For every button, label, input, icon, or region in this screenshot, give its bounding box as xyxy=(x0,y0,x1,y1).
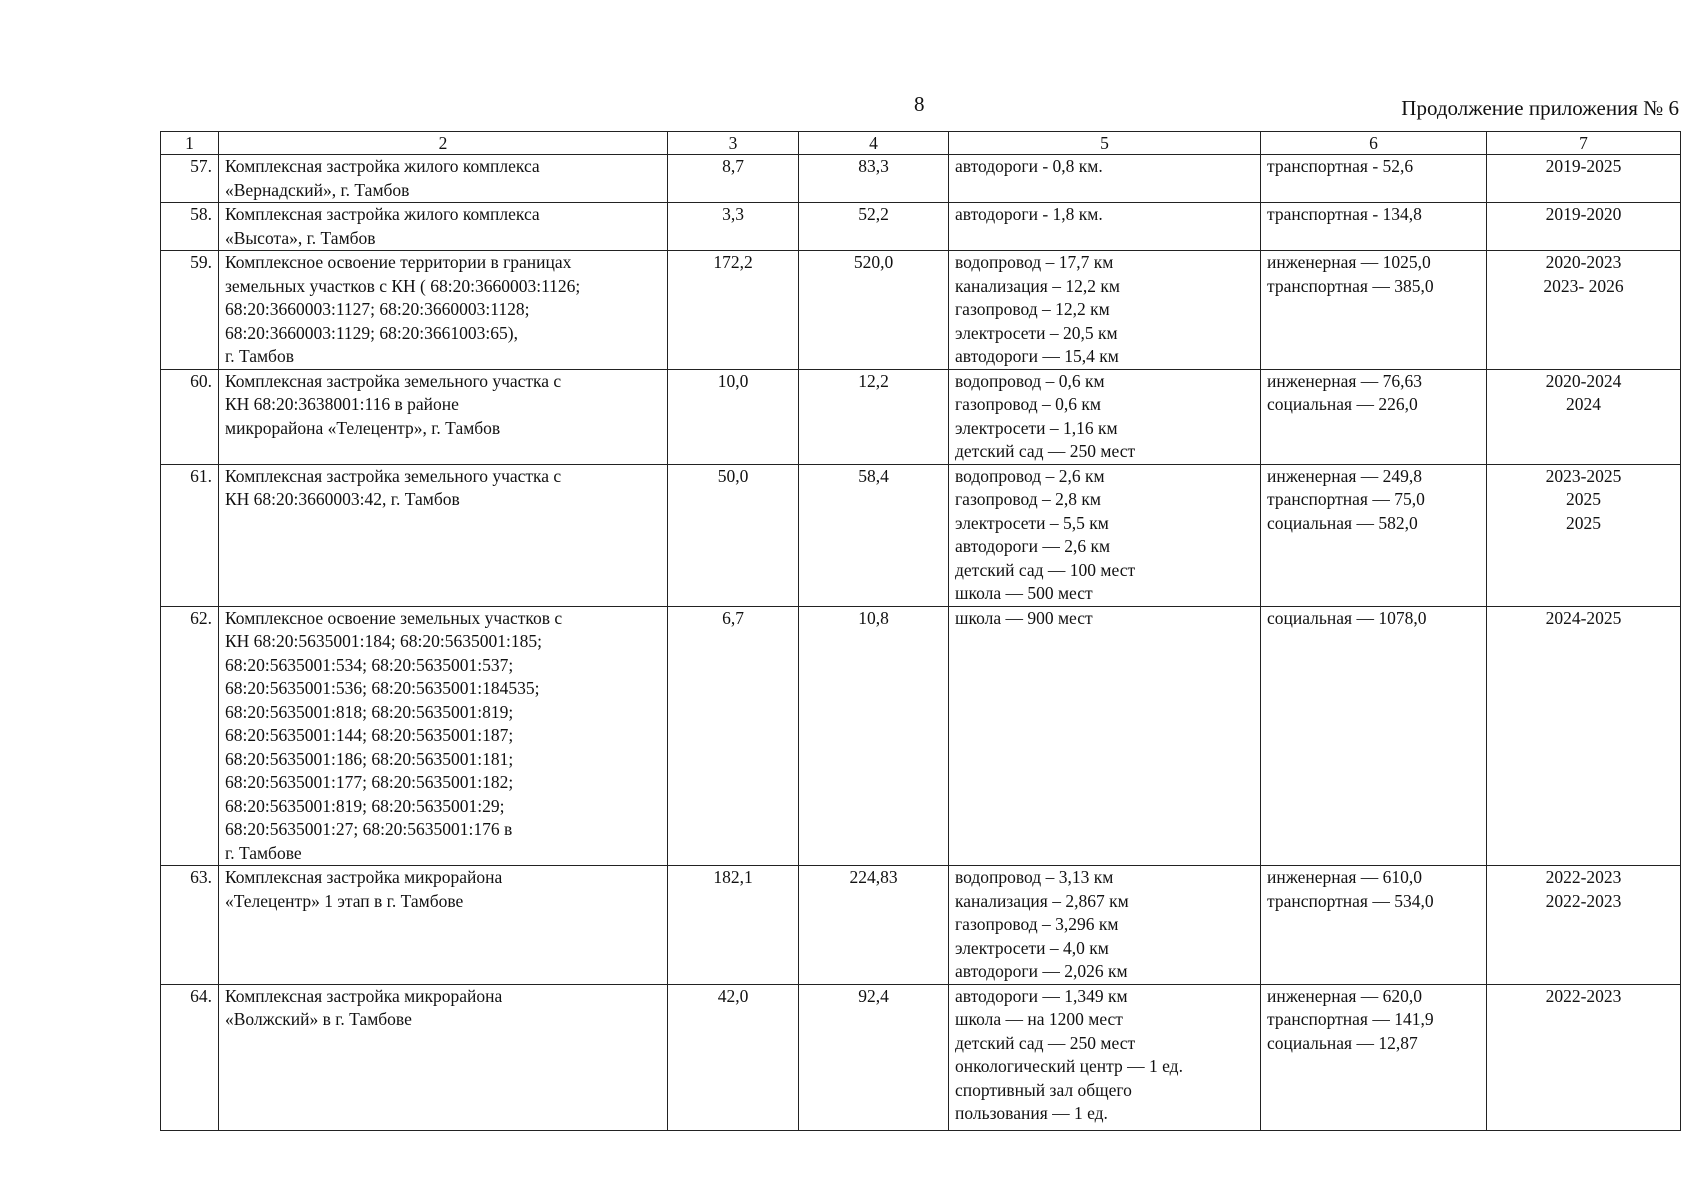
cell-line: водопровод – 3,13 км xyxy=(955,867,1114,887)
row-number xyxy=(161,464,219,606)
cell-line: инженерная — 1025,0 xyxy=(1267,252,1431,272)
cell-line: «Высота», г. Тамбов xyxy=(225,227,376,248)
object-name xyxy=(219,251,668,370)
cell-line: детский сад — 250 мест xyxy=(955,1032,1136,1053)
column-header: 2 xyxy=(219,132,668,155)
cell-line: 2019-2025 xyxy=(1545,156,1622,176)
cell-text: 42,0 xyxy=(717,985,749,1006)
cell-line: транспортная — 141,9 xyxy=(1267,1009,1434,1029)
cell-line: 2024-2025 xyxy=(1545,607,1622,628)
infrastructure-list xyxy=(949,369,1261,464)
page-number: 8 xyxy=(914,92,925,116)
cell-text: 8,7 xyxy=(722,156,744,176)
value-col3 xyxy=(668,203,799,251)
cell-line: 2020-2024 xyxy=(1545,370,1622,391)
cell-line: г. Тамбове xyxy=(225,842,302,863)
row-number xyxy=(161,203,219,251)
cell-text: 12,2 xyxy=(858,370,889,391)
cell-line: транспортная — 75,0 xyxy=(1267,489,1425,509)
cell-line: детский сад — 100 мест xyxy=(955,559,1136,580)
cell-line: социальная — 226,0 xyxy=(1267,394,1418,414)
cell-line: КН 68:20:3638001:116 в районе xyxy=(225,394,459,414)
cost-list xyxy=(1261,251,1487,370)
value-col4 xyxy=(799,984,949,1130)
cell-text: 172,2 xyxy=(713,252,753,272)
cell-line: Комплексная застройка микрорайона xyxy=(225,867,503,887)
period-list xyxy=(1487,606,1681,866)
period-list xyxy=(1487,251,1681,370)
cell-line: земельных участков с КН ( 68:20:3660003:1126; xyxy=(225,275,581,296)
cell-line: 68:20:5635001:819; 68:20:5635001:29; xyxy=(225,795,505,816)
cell-line: электросети – 1,16 км xyxy=(955,417,1118,438)
column-header: 5 xyxy=(949,132,1261,155)
value-col4 xyxy=(799,251,949,370)
cell-text: 57. xyxy=(190,156,212,176)
value-col4 xyxy=(799,155,949,203)
cell-text: 92,4 xyxy=(858,985,889,1006)
cell-line: автодороги — 15,4 км xyxy=(955,346,1119,366)
table-row xyxy=(161,155,1681,203)
row-number xyxy=(161,369,219,464)
cell-line: 68:20:5635001:186; 68:20:5635001:181; xyxy=(225,748,514,769)
cell-line: 68:20:3660003:1127; 68:20:3660003:1128; xyxy=(225,299,530,319)
object-name xyxy=(219,155,668,203)
cell-text: 10,0 xyxy=(717,370,749,391)
cell-line: канализация – 2,867 км xyxy=(955,890,1129,911)
cell-line: 2023- 2026 xyxy=(1543,275,1624,296)
cell-line: социальная — 12,87 xyxy=(1267,1032,1418,1053)
cell-line: 68:20:5635001:177; 68:20:5635001:182; xyxy=(225,772,514,792)
cost-list xyxy=(1261,984,1487,1130)
cell-line: водопровод – 0,6 км xyxy=(955,370,1105,391)
cell-text: 60. xyxy=(190,370,212,391)
value-col3 xyxy=(668,464,799,606)
cell-line: школа — на 1200 мест xyxy=(955,1009,1123,1029)
cell-line: Комплексное освоение территории в границах xyxy=(225,252,572,272)
cell-line: газопровод – 2,8 км xyxy=(955,489,1101,509)
cell-line: автодороги - 0,8 км. xyxy=(955,156,1103,176)
row-number xyxy=(161,155,219,203)
object-name xyxy=(219,203,668,251)
column-header-row xyxy=(161,132,1681,155)
period-list xyxy=(1487,369,1681,464)
cell-line: Комплексная застройка земельного участка с xyxy=(225,370,562,391)
table-row xyxy=(161,606,1681,866)
cell-line: 2022-2023 xyxy=(1545,985,1622,1006)
cell-line: социальная — 582,0 xyxy=(1267,512,1418,533)
row-number xyxy=(161,984,219,1130)
object-name xyxy=(219,369,668,464)
value-col4 xyxy=(799,606,949,866)
cell-text: 10,8 xyxy=(858,607,889,628)
cell-line: г. Тамбов xyxy=(225,346,294,366)
value-col3 xyxy=(668,155,799,203)
infrastructure-list xyxy=(949,464,1261,606)
row-number xyxy=(161,251,219,370)
investment-table xyxy=(160,131,1681,1131)
cell-text: 50,0 xyxy=(717,465,749,486)
cell-line: газопровод – 12,2 км xyxy=(955,299,1110,319)
cell-line: Комплексное освоение земельных участков с xyxy=(225,607,563,628)
cell-line: водопровод – 2,6 км xyxy=(955,465,1105,486)
cell-text: 520,0 xyxy=(853,252,894,272)
cell-line: водопровод – 17,7 км xyxy=(955,252,1114,272)
cell-line: автодороги — 2,026 км xyxy=(955,961,1128,981)
cell-line: микрорайона «Телецентр», г. Тамбов xyxy=(225,417,501,438)
cell-text: 6,7 xyxy=(722,607,744,628)
cost-list xyxy=(1261,866,1487,985)
cell-line: «Волжский» в г. Тамбове xyxy=(225,1009,412,1029)
infrastructure-list xyxy=(949,203,1261,251)
cell-text: 58,4 xyxy=(858,465,889,486)
value-col3 xyxy=(668,606,799,866)
cell-text: 61. xyxy=(190,465,212,486)
cell-line: спортивный зал общего xyxy=(955,1079,1132,1100)
cell-line: инженерная — 620,0 xyxy=(1267,985,1423,1006)
cell-line: 68:20:5635001:534; 68:20:5635001:537; xyxy=(225,654,514,675)
cell-line: автодороги — 1,349 км xyxy=(955,985,1128,1006)
object-name xyxy=(219,464,668,606)
cell-line: 68:20:5635001:144; 68:20:5635001:187; xyxy=(225,725,514,745)
object-name xyxy=(219,606,668,866)
cell-line: канализация – 12,2 км xyxy=(955,275,1120,296)
cell-line: 2024 xyxy=(1566,394,1601,414)
cell-line: школа — 900 мест xyxy=(955,607,1093,628)
period-list xyxy=(1487,464,1681,606)
infrastructure-list xyxy=(949,866,1261,985)
cell-line: Комплексная застройка земельного участка с xyxy=(225,465,562,486)
cost-list xyxy=(1261,464,1487,606)
cell-text: 52,2 xyxy=(858,204,889,224)
cell-line: электросети – 20,5 км xyxy=(955,322,1118,343)
cell-text: 224,83 xyxy=(849,867,898,887)
cell-text: 83,3 xyxy=(858,156,889,176)
table-row xyxy=(161,866,1681,985)
cell-text: 63. xyxy=(190,867,212,887)
cell-line: Комплексная застройка микрорайона xyxy=(225,985,503,1006)
value-col4 xyxy=(799,866,949,985)
value-col3 xyxy=(668,866,799,985)
cell-line: 68:20:3660003:1129; 68:20:3661003:65), xyxy=(225,322,518,343)
cell-line: 2023-2025 xyxy=(1545,465,1622,486)
infrastructure-list xyxy=(949,606,1261,866)
cell-line: КН 68:20:5635001:184; 68:20:5635001:185; xyxy=(225,631,542,651)
cell-text: 182,1 xyxy=(713,867,753,887)
table-row xyxy=(161,464,1681,606)
value-col4 xyxy=(799,369,949,464)
cell-line: 68:20:5635001:818; 68:20:5635001:819; xyxy=(225,701,514,722)
object-name xyxy=(219,866,668,985)
value-col4 xyxy=(799,464,949,606)
table-row xyxy=(161,984,1681,1130)
value-col3 xyxy=(668,984,799,1130)
cell-line: Комплексная застройка жилого комплекса xyxy=(225,204,540,224)
table-row xyxy=(161,203,1681,251)
cell-line: транспортная - 52,6 xyxy=(1267,156,1414,176)
cell-line: инженерная — 610,0 xyxy=(1267,867,1423,887)
object-name xyxy=(219,984,668,1130)
cost-list xyxy=(1261,369,1487,464)
cell-line: детский сад — 250 мест xyxy=(955,441,1136,461)
cell-line: 2022-2023 xyxy=(1545,890,1622,911)
cost-list xyxy=(1261,203,1487,251)
period-list xyxy=(1487,203,1681,251)
table-row xyxy=(161,369,1681,464)
infrastructure-list xyxy=(949,251,1261,370)
cell-line: электросети – 5,5 км xyxy=(955,512,1109,533)
cell-line: онкологический центр — 1 ед. xyxy=(955,1056,1183,1076)
cell-text: 62. xyxy=(190,607,212,628)
cost-list xyxy=(1261,606,1487,866)
value-col3 xyxy=(668,369,799,464)
cell-line: «Вернадский», г. Тамбов xyxy=(225,179,410,200)
cell-line: транспортная — 385,0 xyxy=(1267,275,1434,296)
cell-line: пользования — 1 ед. xyxy=(955,1103,1108,1123)
column-header: 6 xyxy=(1261,132,1487,155)
cell-line: 2025 xyxy=(1566,489,1601,509)
cell-line: 68:20:5635001:27; 68:20:5635001:176 в xyxy=(225,819,513,839)
cell-line: газопровод – 0,6 км xyxy=(955,394,1101,414)
cell-line: инженерная — 76,63 xyxy=(1267,370,1423,391)
cell-text: 58. xyxy=(190,204,212,224)
cell-line: 2020-2023 xyxy=(1545,252,1622,272)
table-row xyxy=(161,251,1681,370)
value-col3 xyxy=(668,251,799,370)
column-header: 7 xyxy=(1487,132,1681,155)
period-list xyxy=(1487,984,1681,1130)
cell-line: транспортная - 134,8 xyxy=(1267,204,1422,224)
column-header: 1 xyxy=(161,132,219,155)
cell-text: 3,3 xyxy=(722,204,744,224)
cell-line: 2025 xyxy=(1566,512,1601,533)
cell-text: 59. xyxy=(190,252,212,272)
cell-line: «Телецентр» 1 этап в г. Тамбове xyxy=(225,890,464,911)
cell-line: КН 68:20:3660003:42, г. Тамбов xyxy=(225,489,460,509)
period-list xyxy=(1487,155,1681,203)
row-number xyxy=(161,866,219,985)
table-body xyxy=(161,155,1681,1131)
cell-line: 68:20:5635001:536; 68:20:5635001:184535; xyxy=(225,678,540,698)
cell-line: школа — 500 мест xyxy=(955,583,1093,603)
value-col4 xyxy=(799,203,949,251)
annex-title: Продолжение приложения № 6 xyxy=(1401,96,1679,120)
cell-line: транспортная — 534,0 xyxy=(1267,890,1434,911)
cell-line: инженерная — 249,8 xyxy=(1267,465,1423,486)
infrastructure-list xyxy=(949,155,1261,203)
cell-line: социальная — 1078,0 xyxy=(1267,607,1427,628)
cell-line: электросети – 4,0 км xyxy=(955,937,1109,958)
column-header: 4 xyxy=(799,132,949,155)
cell-line: Комплексная застройка жилого комплекса xyxy=(225,156,540,176)
cell-line: автодороги — 2,6 км xyxy=(955,536,1111,556)
cell-line: 2022-2023 xyxy=(1545,867,1622,887)
column-header: 3 xyxy=(668,132,799,155)
cell-line: 2019-2020 xyxy=(1545,204,1622,224)
period-list xyxy=(1487,866,1681,985)
cell-line: газопровод – 3,296 км xyxy=(955,914,1119,934)
cost-list xyxy=(1261,155,1487,203)
cell-line: автодороги - 1,8 км. xyxy=(955,204,1103,224)
cell-text: 64. xyxy=(190,985,212,1006)
row-number xyxy=(161,606,219,866)
infrastructure-list xyxy=(949,984,1261,1130)
